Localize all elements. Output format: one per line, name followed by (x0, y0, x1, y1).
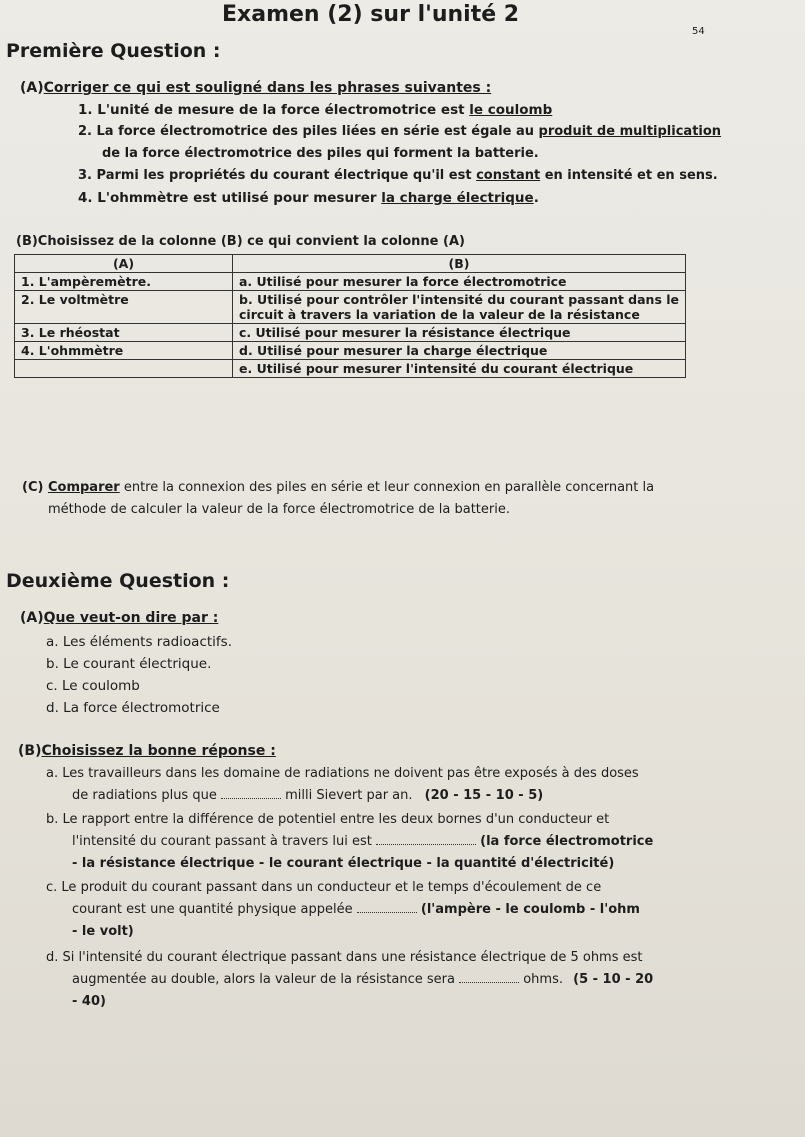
table-header-row (15, 255, 686, 273)
q2-b-a-line-2: de radiations plus que milli Sievert par an. (20 - 15 - 10 - 5) (72, 788, 544, 803)
q2-a-item-c: c. Le coulomb (46, 678, 140, 694)
q2-a-item-b: b. Le courant électrique. (46, 656, 212, 672)
table-cell-b: e. Utilisé pour mesurer l'intensité du courant électrique (233, 360, 686, 378)
answer-blank[interactable] (357, 912, 417, 913)
q2-a-item-a: a. Les éléments radioactifs. (46, 634, 233, 650)
q1-b-instruction: (B)Choisissez de la colonne (B) ce qui convient la colonne (A) (16, 234, 465, 249)
column-b-header: (B) (233, 255, 686, 273)
q2-b-instruction: (B)Choisissez la bonne réponse : (18, 743, 276, 759)
question-2-heading: Deuxième Question : (6, 570, 230, 592)
answer-options: (la force électromotrice (480, 834, 654, 849)
column-a-header: (A) (15, 255, 233, 273)
exam-title: Examen (2) sur l'unité 2 (222, 2, 520, 27)
table-cell-a: 4. L'ohmmètre (15, 342, 233, 360)
q1-a-item-2-cont: de la force électromotrice des piles qui forment la batterie. (102, 146, 539, 161)
table-cell-a: 3. Le rhéostat (15, 324, 233, 342)
q2-b-b-line-2: l'intensité du courant passant à travers lui est (la force électromotrice (72, 834, 654, 849)
answer-options: (l'ampère - le coulomb - l'ohm (420, 902, 640, 917)
page-number: 54 (692, 26, 705, 37)
q2-b-a-line-1: a. Les travailleurs dans les domaine de radiations ne doivent pas être exposés à des doses (46, 766, 639, 781)
matching-table (14, 254, 686, 378)
table-row (15, 342, 686, 360)
table-cell-a: 1. L'ampèremètre. (15, 273, 233, 291)
q2-b-b-line-3: - la résistance électrique - le courant électrique - la quantité d'électricité) (72, 856, 615, 871)
q2-b-d-line-3: - 40) (72, 994, 106, 1009)
table-cell-b: c. Utilisé pour mesurer la résistance électrique (233, 324, 686, 342)
answer-blank[interactable] (376, 844, 476, 845)
q2-b-d-line-1: d. Si l'intensité du courant électrique passant dans une résistance électrique de 5 ohms est (46, 950, 643, 965)
table-row (15, 273, 686, 291)
answer-blank[interactable] (221, 798, 281, 799)
q1-a-item-4: 4. L'ohmmètre est utilisé pour mesurer la charge électrique. (78, 190, 539, 206)
q1-a-item-3: 3. Parmi les propriétés du courant électrique qu'il est constant en intensité et en sens. (78, 168, 718, 183)
answer-options: (20 - 15 - 10 - 5) (424, 788, 544, 803)
q1-c-line-1: (C) Comparer entre la connexion des piles en série et leur connexion en parallèle concernant la (22, 480, 655, 495)
q1-c-line-2: méthode de calculer la valeur de la force électromotrice de la batterie. (48, 502, 510, 517)
table-row (15, 360, 686, 378)
q2-b-d-line-2: augmentée au double, alors la valeur de la résistance sera ohms. (5 - 10 - 20 (72, 972, 654, 987)
table-row (15, 324, 686, 342)
question-1-heading: Première Question : (6, 40, 221, 62)
table-cell-b: d. Utilisé pour mesurer la charge électrique (233, 342, 686, 360)
q1-a-item-2: 2. La force électromotrice des piles liées en série est égale au produit de multiplication (78, 124, 722, 139)
q2-b-c-line-3: - le volt) (72, 924, 134, 939)
table-cell-b: a. Utilisé pour mesurer la force électromotrice (233, 273, 686, 291)
q1-a-item-1: 1. L'unité de mesure de la force électromotrice est le coulomb (78, 102, 553, 118)
table-cell-a (15, 360, 233, 378)
answer-options: (5 - 10 - 20 (573, 972, 654, 987)
q2-b-b-line-1: b. Le rapport entre la différence de potentiel entre les deux bornes d'un conducteur et (46, 812, 610, 827)
q2-a-instruction: (A)Que veut-on dire par : (20, 610, 219, 626)
q2-b-c-line-2: courant est une quantité physique appelée (l'ampère - le coulomb - l'ohm (72, 902, 640, 917)
q2-a-item-d: d. La force électromotrice (46, 700, 220, 716)
q2-b-c-line-1: c. Le produit du courant passant dans un conducteur et le temps d'écoulement de ce (46, 880, 602, 895)
table-cell-a: 2. Le voltmètre (15, 291, 233, 324)
answer-blank[interactable] (459, 982, 519, 983)
table-cell-b: b. Utilisé pour contrôler l'intensité du courant passant dans le circuit à travers la variation de la valeur de la résistance (233, 291, 686, 324)
table-row (15, 291, 686, 324)
q1-a-instruction: (A)Corriger ce qui est souligné dans les phrases suivantes : (20, 80, 492, 96)
